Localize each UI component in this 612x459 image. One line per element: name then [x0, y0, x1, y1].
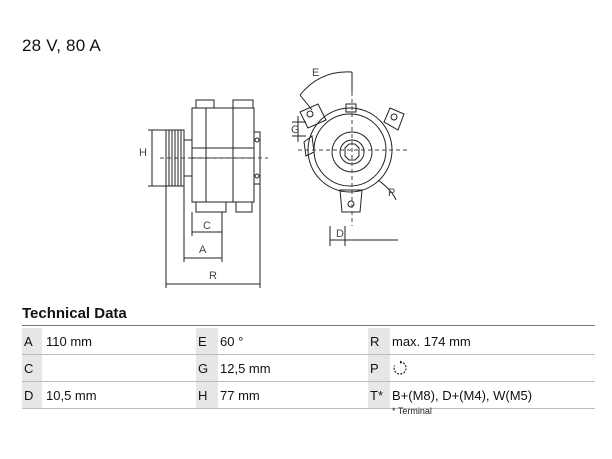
key-cell: H	[198, 387, 208, 403]
label-E: E	[312, 67, 320, 79]
clockwise-rotation-icon	[392, 360, 408, 376]
key-cell: A	[24, 333, 33, 349]
key-cell: T*	[370, 387, 383, 403]
value-cell	[46, 355, 202, 381]
value-cell: 77 mm	[220, 387, 260, 403]
value-cell: 10,5 mm	[46, 387, 97, 403]
product-title: 28 V, 80 A	[22, 36, 101, 55]
technical-data-table	[22, 328, 595, 409]
key-cell: E	[198, 333, 207, 349]
label-P: P	[388, 187, 396, 199]
label-R: R	[209, 270, 217, 282]
key-cell: P	[370, 360, 379, 376]
label-H: H	[139, 147, 147, 159]
label-G: G	[291, 124, 300, 136]
table-top-rule	[22, 325, 595, 326]
table-row	[22, 355, 595, 382]
label-D: D	[336, 228, 344, 240]
technical-data-heading: Technical Data	[22, 305, 127, 322]
key-cell: R	[370, 333, 380, 349]
value-cell: 110 mm	[46, 333, 92, 349]
key-cell: C	[24, 360, 34, 376]
value-cell: 60 °	[220, 333, 244, 349]
value-cell: B+(M8), D+(M4), W(M5)	[392, 387, 533, 403]
value-cell: 12,5 mm	[220, 360, 271, 376]
table-row	[22, 328, 595, 355]
terminal-footnote: * Terminal	[392, 406, 432, 416]
key-cell: D	[24, 387, 34, 403]
value-cell: max. 174 mm	[392, 333, 471, 349]
label-C: C	[203, 220, 211, 232]
key-cell: G	[198, 360, 209, 376]
value-cell	[392, 355, 595, 381]
table-row	[22, 382, 595, 409]
label-A: A	[199, 244, 207, 256]
